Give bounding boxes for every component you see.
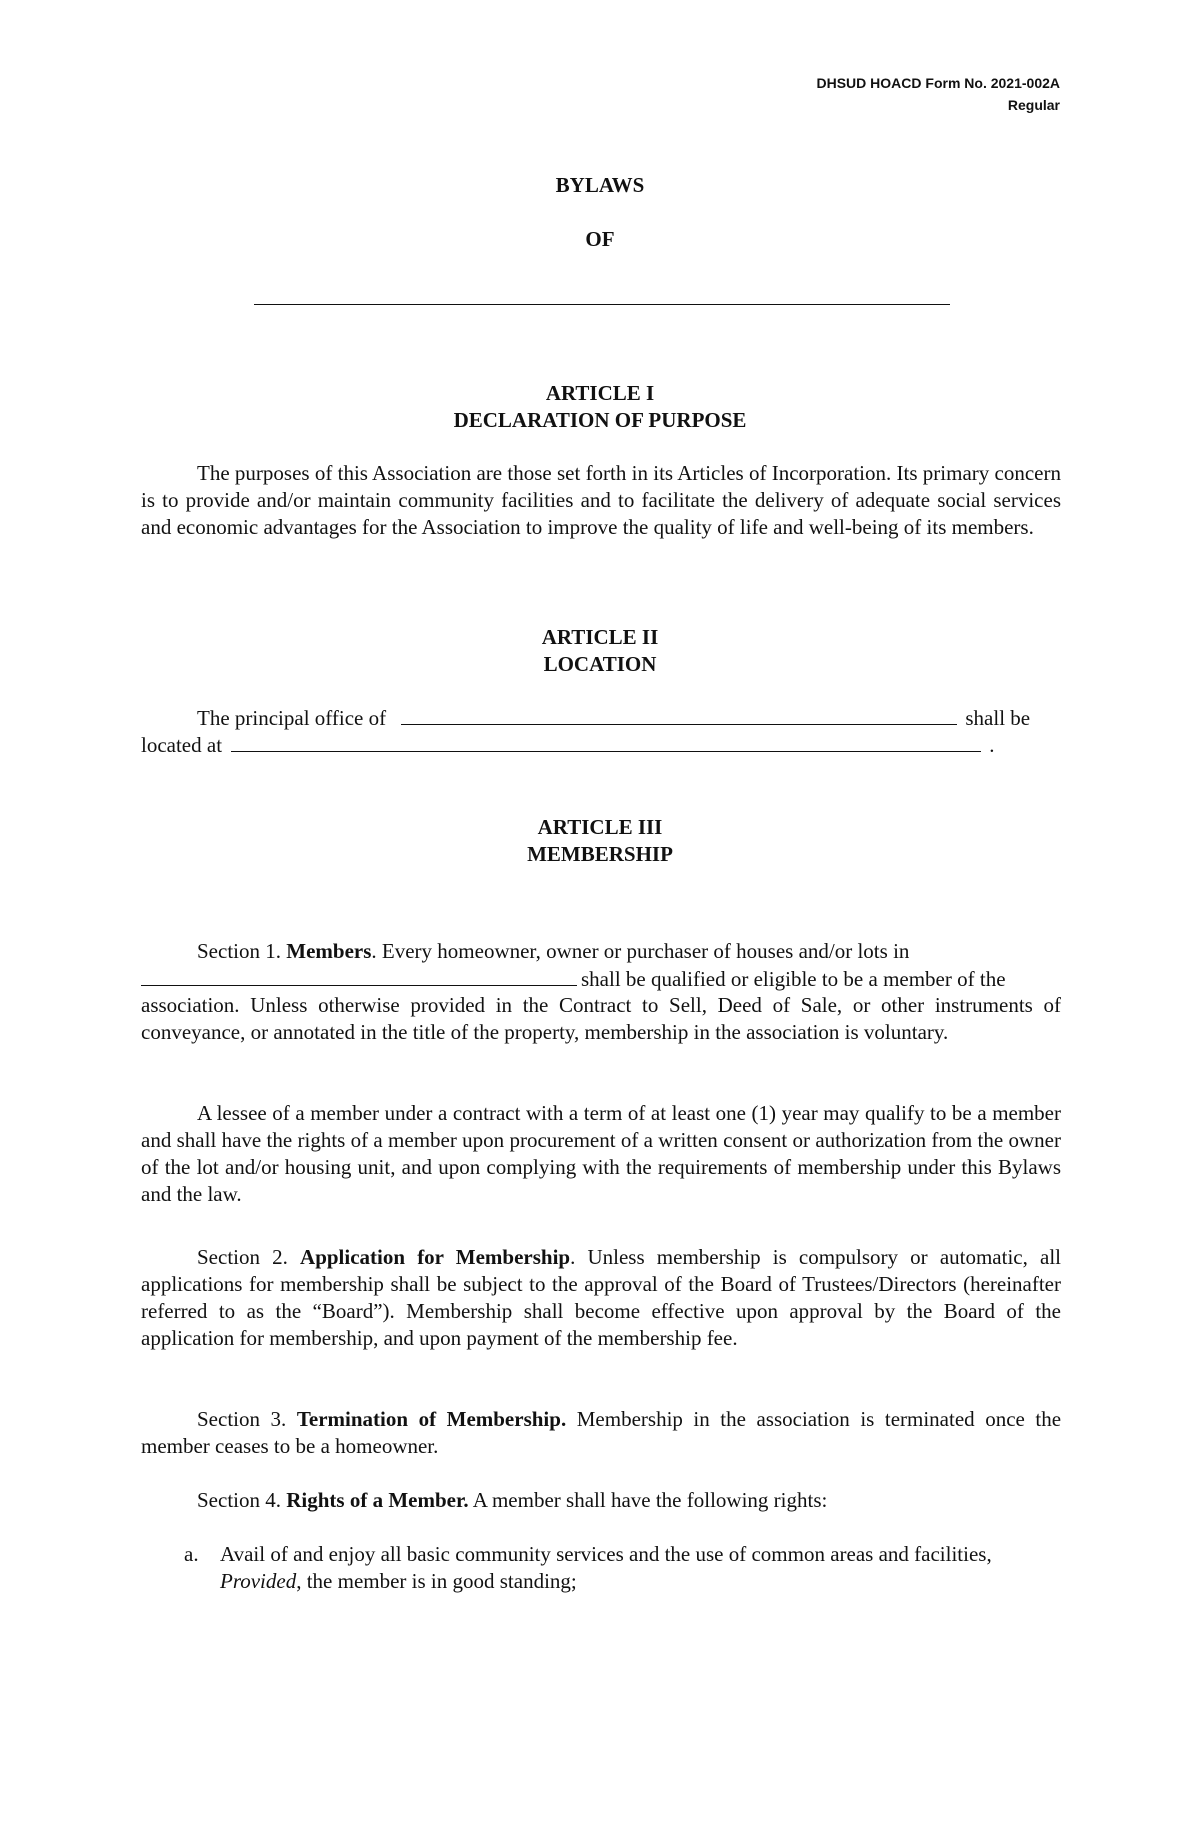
section-2-prefix: Section 2. [197, 1245, 288, 1269]
form-type: Regular [1007, 97, 1060, 113]
article-1-number: ARTICLE I [545, 381, 655, 405]
section-3-prefix: Section 3. [197, 1407, 287, 1431]
section-2-paragraph [141, 1244, 1061, 1352]
office-label: The principal office of [197, 706, 387, 730]
article-1-heading: DECLARATION OF PURPOSE [453, 408, 747, 432]
list-item-a-marker: a. [184, 1542, 199, 1566]
period-text: . [989, 733, 995, 757]
form-identifier [817, 72, 1061, 116]
section-4-title: Rights of a Member. [286, 1488, 469, 1512]
article-2-number: ARTICLE II [541, 625, 659, 649]
section-1-line-1 [141, 938, 1061, 965]
association-name-blank[interactable] [254, 304, 950, 305]
section-3-paragraph [141, 1406, 1061, 1460]
section-1-text-a: . Every homeowner, owner or purchaser of houses and/or lots in [371, 939, 910, 963]
form-number: DHSUD HOACD Form No. 2021-002A [816, 75, 1060, 91]
list-item-a-italic: Provided [220, 1569, 297, 1593]
section-1-title: Members [286, 939, 372, 963]
section-2-title: Application for Membership [300, 1245, 571, 1269]
section-2-text: . Unless membership is compulsory or automatic, all applications for membership shall be subject to the approval of the Board of Trustees/Directors (hereinafter referred to as the “Board”). Membership shall become effective upon approval by the Board of the application for membership, and upon payment of the membership fee. [141, 1245, 1061, 1350]
section-4-prefix: Section 4. [197, 1488, 281, 1512]
shall-be-text: shall be [965, 706, 1031, 730]
list-item-a-text-1: Avail of and enjoy all basic community services and the use of common areas and facilities, [220, 1542, 992, 1566]
article-2-heading: LOCATION [543, 652, 657, 676]
section-4-text: A member shall have the following rights: [472, 1488, 828, 1512]
section-1-prefix: Section 1. [197, 939, 281, 963]
article-3-number: ARTICLE III [537, 815, 663, 839]
list-item-a-text-2: , the member is in good standing; [296, 1569, 577, 1593]
section-4-paragraph [141, 1487, 1061, 1514]
article-2-line-2 [141, 731, 1061, 759]
document-title: BYLAWS [555, 173, 645, 197]
list-item-a [184, 1541, 1061, 1595]
lessee-paragraph: A lessee of a member under a contract with a term of at least one (1) year may qualify to be a member and shall have the rights of a member upon procurement of a written consent or authorization from the owner of the lot and/or housing unit, and upon complying with the requirements of membership under this Bylaws and the law. [141, 1101, 1061, 1206]
article-2-line-1 [141, 704, 1061, 732]
section-1-text-c: association. Unless otherwise provided in the Contract to Sell, Deed of Sale, or other instruments of conveyance, or annotated in the title of the property, membership in the association is voluntary. [141, 993, 1061, 1044]
document-title-of: OF [585, 227, 615, 251]
section-3-text: Membership in the association is terminated once the member ceases to be a homeowner. [141, 1407, 1062, 1458]
subdivision-name-blank[interactable] [141, 965, 577, 986]
article-3-heading: MEMBERSHIP [527, 842, 673, 866]
section-3-title: Termination of Membership. [296, 1407, 567, 1431]
section-1-line-2 [141, 965, 1061, 993]
office-address-blank[interactable] [231, 731, 981, 752]
located-at-label: located at [141, 733, 223, 757]
article-1-text: The purposes of this Association are those set forth in its Articles of Incorporation. Its primary concern is to provide and/or maintain community facilities and to facilitate the delivery of adequate social services and economic advantages for the Association to improve the quality of life and well-being of its members. [141, 461, 1061, 539]
association-office-blank[interactable] [401, 704, 957, 725]
section-1-text-b: shall be qualified or eligible to be a member of the [581, 967, 1006, 991]
